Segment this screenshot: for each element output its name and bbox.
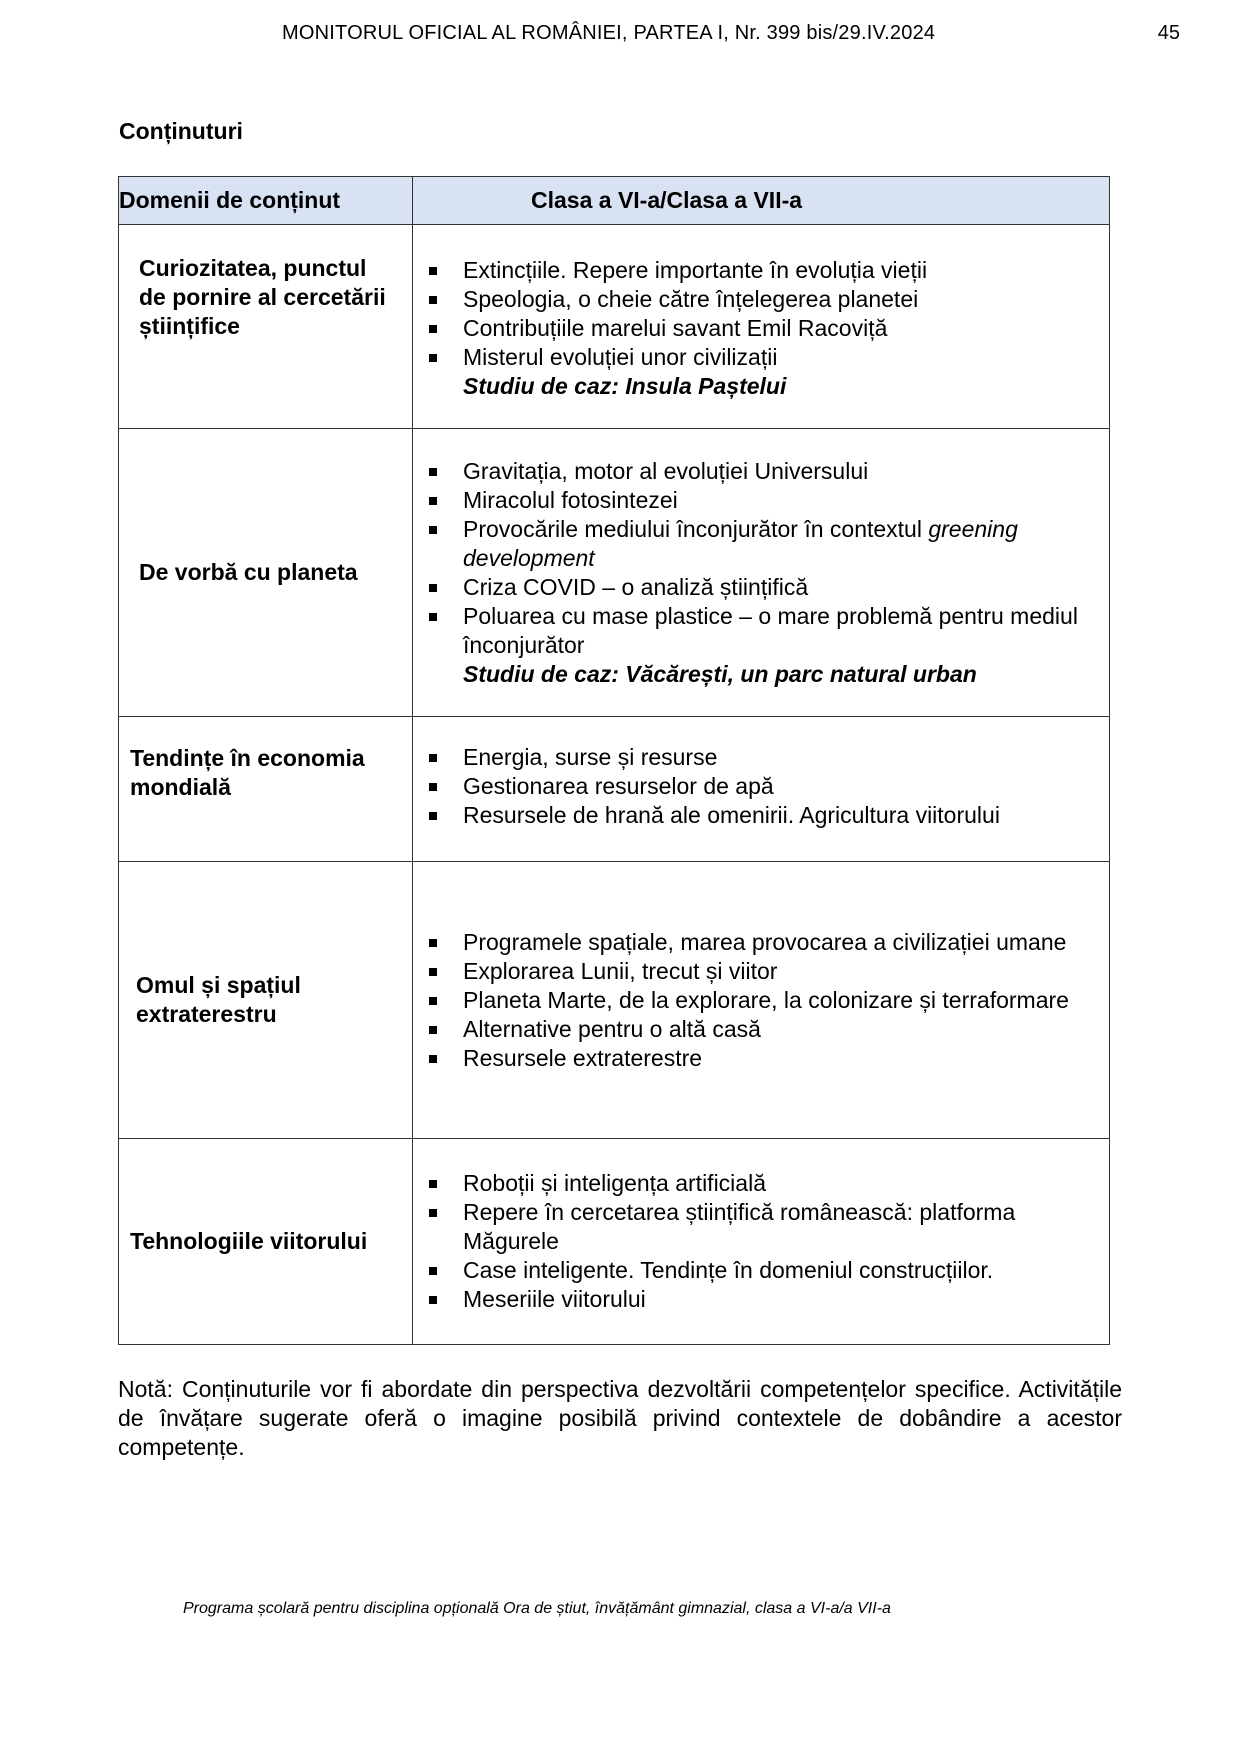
domain-label: De vorbă cu planeta [139,559,358,585]
list-item: Repere în cercetarea științifică românească: platforma Măgurele [425,1198,1089,1256]
domain-cell [119,717,413,862]
list-item: Energia, surse și resurse [425,743,1089,772]
table-row [119,429,1110,717]
topics-list [413,457,1109,660]
topics-cell [413,862,1110,1139]
list-item: Poluarea cu mase plastice – o mare problemă pentru mediul înconjurător [425,602,1089,660]
note-paragraph: Notă: Conținuturile vor fi abordate din perspectiva dezvoltării competențelor specifice. Activitățile de învățare sugerate oferă o imagine posibilă privind contextele de dobândire a acestor competențe. [118,1376,1122,1460]
domain-label: Tendințe în economia mondială [130,745,365,800]
domain-cell [119,1139,413,1345]
topics-cell [413,717,1110,862]
list-item: Contribuțiile marelui savant Emil Racoviță [425,314,1089,343]
table-row [119,1139,1110,1345]
topics-list [413,256,1109,372]
case-study: Studiu de caz: Văcărești, un parc natural urban [463,660,977,687]
list-item: Resursele de hrană ale omenirii. Agricultura viitorului [425,801,1089,830]
topics-cell [413,429,1110,717]
list-item: Misterul evoluției unor civilizații [425,343,1089,372]
domain-cell [119,862,413,1139]
table-header-row [119,177,1110,225]
list-item: Criza COVID – o analiză științifică [425,573,1089,602]
list-item: Planeta Marte, de la explorare, la colonizare și terraformare [425,986,1089,1015]
domain-label: Omul și spațiul extraterestru [136,972,301,1027]
list-item: Speologia, o cheie către înțelegerea planetei [425,285,1089,314]
list-item: Alternative pentru o altă casă [425,1015,1089,1044]
list-item: Meseriile viitorului [425,1285,1089,1314]
table-row [119,225,1110,429]
topics-cell [413,1139,1110,1345]
header-domain: Domenii de conținut [119,177,413,225]
list-item: Explorarea Lunii, trecut și viitor [425,957,1089,986]
page-header [0,22,1240,52]
header-class-label: Clasa a VI-a/Clasa a VII-a [531,187,803,213]
case-study: Studiu de caz: Insula Paștelui [463,373,787,399]
list-item [425,515,1089,573]
topics-cell [413,225,1110,429]
list-item-italic: greening development [463,515,1018,571]
list-item: Resursele extraterestre [425,1044,1089,1073]
table-row [119,717,1110,862]
list-item: Miracolul fotosintezei [425,486,1089,515]
list-item: Gestionarea resurselor de apă [425,772,1089,801]
domain-cell [119,225,413,429]
list-item: Case inteligente. Tendințe în domeniul construcțiilor. [425,1256,1089,1285]
topics-list [413,1169,1109,1314]
table-row [119,862,1110,1139]
list-item: Extincțiile. Repere importante în evoluția vieții [425,256,1089,285]
list-item: Roboții și inteligența artificială [425,1169,1089,1198]
list-item-text: Provocările mediului înconjurător în contextul [463,515,929,542]
page-number: 45 [1157,22,1180,44]
section-title: Conținuturi [119,118,243,144]
domain-label: Curiozitatea, punctul de pornire al cercetării științifice [139,255,386,339]
publication-title: MONITORUL OFICIAL AL ROMÂNIEI, PARTEA I, Nr. 399 bis/29.IV.2024 [282,22,936,44]
domain-label: Tehnologiile viitorului [130,1228,368,1254]
topics-list [413,743,1109,830]
list-item: Gravitația, motor al evoluției Universului [425,457,1089,486]
list-item: Programele spațiale, marea provocarea a civilizației umane [425,928,1089,957]
page-footer: Programa școlară pentru disciplina opțională Ora de știut, învățământ gimnazial, clasa a VI-a/a VII-a [183,1600,891,1617]
content-table [118,176,1110,1345]
header-class [413,177,1110,225]
topics-list [413,928,1109,1073]
domain-cell [119,429,413,717]
